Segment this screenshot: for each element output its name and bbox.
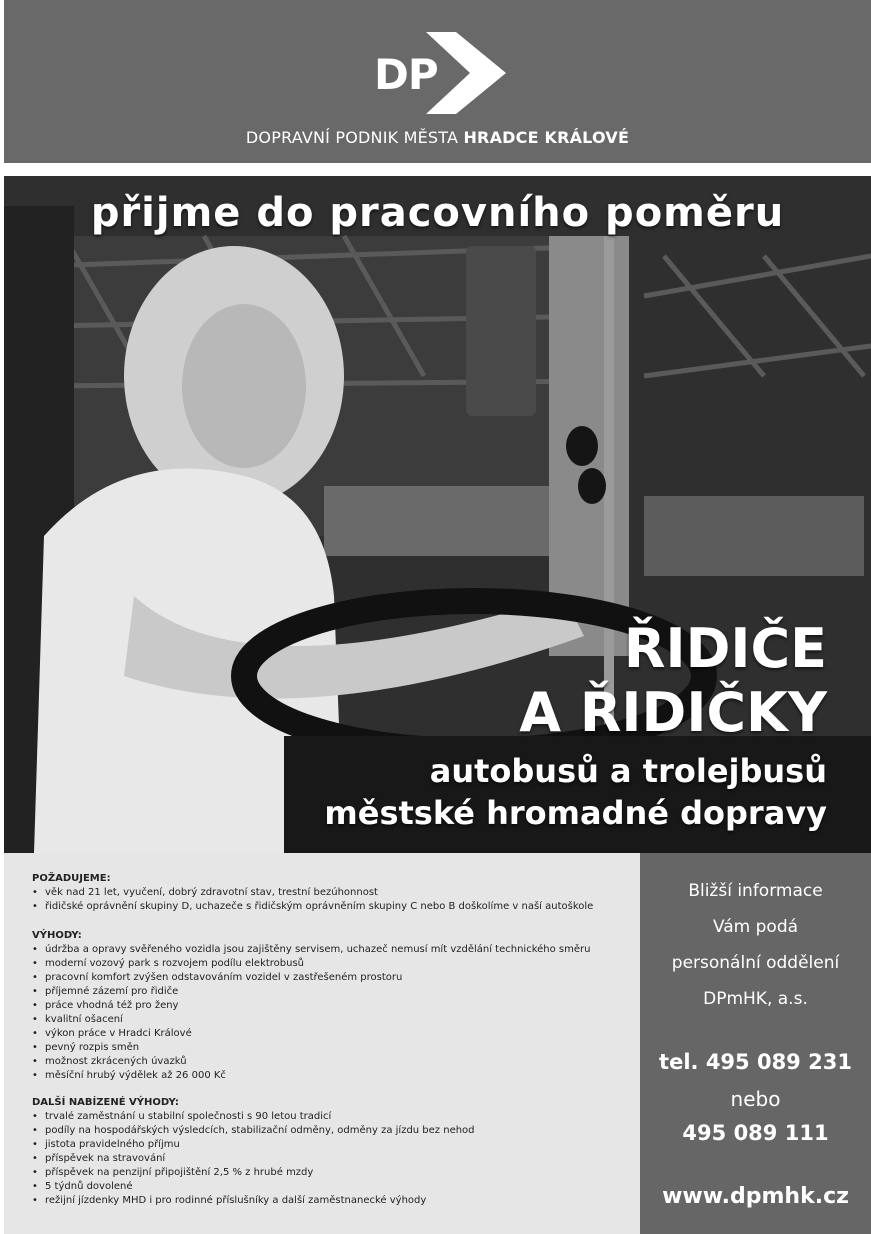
contact-panel [640, 853, 871, 1234]
list-item: • režijní jízdenky MHD i pro rodinné příslušníky a další zaměstnanecké výhody [32, 1194, 632, 1208]
list-item: • pracovní komfort zvýšen odstavováním vozidel v zastřešeném prostoru [32, 971, 632, 985]
list-item: • řidičské oprávnění skupiny D, uchazeče s řidičským oprávněním skupiny C nebo B doškolíme v naší autoškole [32, 900, 632, 914]
hero-subtitle-line2: městské hromadné dopravy [324, 794, 827, 832]
list-item: • kvalitní ošacení [32, 1013, 632, 1027]
list-item: • příspěvek na penzijní připojištění 2,5 % z hrubé mzdy [32, 1166, 632, 1180]
list-item: • příspěvek na stravování [32, 1152, 632, 1166]
list-item: • moderní vozový park s rozvojem podílu elektrobusů [32, 957, 632, 971]
benefits-list [32, 943, 632, 1083]
list-item: • měsíční hrubý výdělek až 26 000 Kč [32, 1069, 632, 1083]
benefits-title: VÝHODY: [32, 930, 82, 941]
header-banner [4, 0, 871, 163]
list-item: • 5 týdnů dovolené [32, 1180, 632, 1194]
list-item: • jistota pravidelného příjmu [32, 1138, 632, 1152]
hero-photo [4, 176, 871, 853]
dp-logo [374, 32, 506, 114]
contact-line1: Bližší informace [688, 881, 823, 901]
hero-subtitle-line1: autobusů a trolejbusů [429, 752, 827, 790]
website-link[interactable]: www.dpmhk.cz [662, 1184, 849, 1209]
phone-secondary[interactable]: 495 089 111 [682, 1121, 829, 1145]
list-item: • podíly na hospodářských výsledcích, stabilizační odměny, odměny za jízdu bez nehod [32, 1124, 632, 1138]
phone-primary[interactable]: tel. 495 089 231 [659, 1050, 852, 1074]
requirements-panel [4, 853, 640, 1234]
requirements-list [32, 886, 632, 914]
contact-or: nebo [730, 1087, 781, 1111]
list-item: • možnost zkrácených úvazků [32, 1055, 632, 1069]
hero-title-line2: A ŘIDIČKY [519, 681, 827, 744]
contact-line2: Vám podá [712, 917, 799, 937]
list-item: • trvalé zaměstnání u stabilní společnosti s 90 letou tradicí [32, 1110, 632, 1124]
list-item: • výkon práce v Hradci Králové [32, 1027, 632, 1041]
list-item: • práce vhodná též pro ženy [32, 999, 632, 1013]
requirements-title: POŽADUJEME: [32, 873, 111, 884]
list-item: • věk nad 21 let, vyučení, dobrý zdravotní stav, trestní bezúhonnost [32, 886, 632, 900]
list-item: • údržba a opravy svěřeného vozidla jsou zajištěny servisem, uchazeč nemusí mít vzdělání technického směru [32, 943, 632, 957]
hero-headline: přijme do pracovního poměru [90, 190, 785, 236]
hero-title-line1: ŘIDIČE [623, 617, 827, 680]
arrow-chevron-icon [374, 32, 506, 114]
company-name-city: HRADCE KRÁLOVÉ [463, 128, 630, 147]
company-name [4, 128, 871, 147]
contact-line3: personální oddělení [671, 953, 840, 973]
list-item: • pevný rozpis směn [32, 1041, 632, 1055]
list-item: • příjemné zázemí pro řidiče [32, 985, 632, 999]
company-name-prefix: DOPRAVNÍ PODNIK MĚSTA [245, 128, 464, 147]
contact-line4: DPmHK, a.s. [703, 989, 808, 1009]
logo-text: DP [374, 50, 438, 99]
extra-benefits-list [32, 1110, 632, 1208]
extra-benefits-title: DALŠÍ NABÍZENÉ VÝHODY: [32, 1097, 179, 1108]
